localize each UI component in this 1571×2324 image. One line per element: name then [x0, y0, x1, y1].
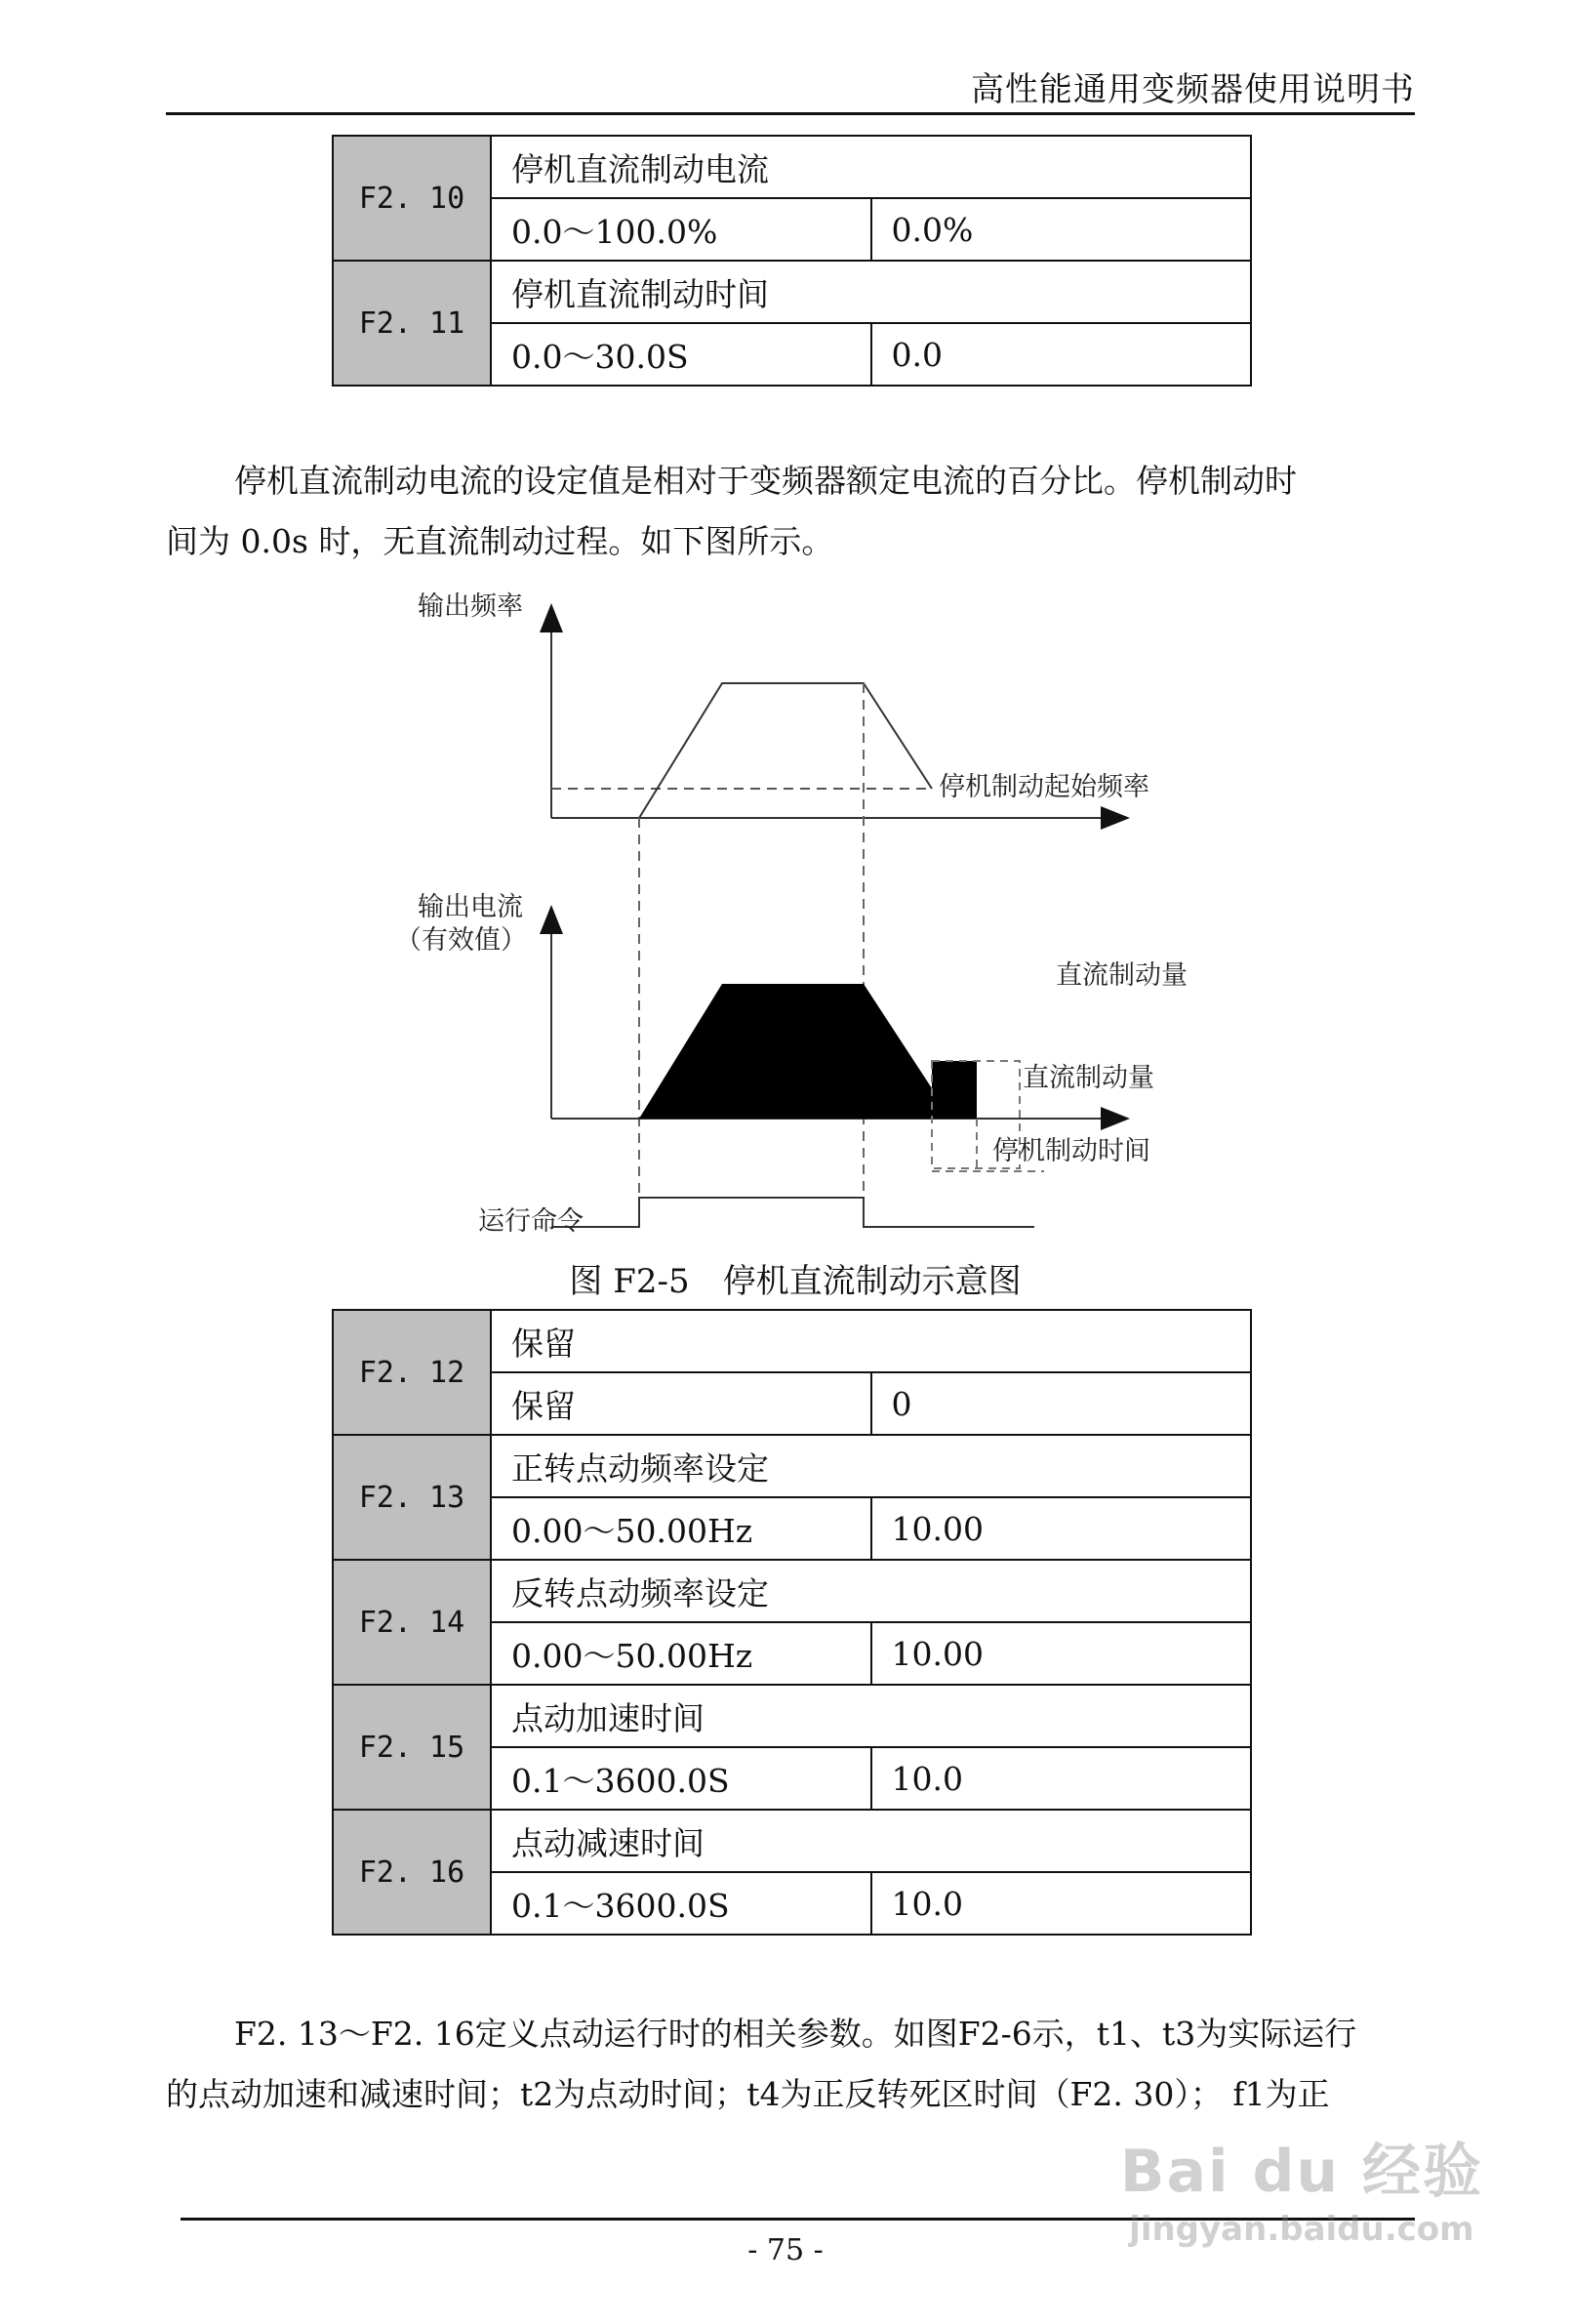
param-name: 反转点动频率设定 [491, 1560, 1251, 1622]
dc-brake-block [932, 1061, 977, 1119]
run-command-signal [551, 1198, 1034, 1227]
param-range: 0.1～3600.0S [491, 1872, 871, 1935]
param-code: F2. 11 [333, 261, 491, 386]
paragraph-1-line-1: 停机直流制动电流的设定值是相对于变频器额定电流的百分比。停机制动时 [234, 462, 1297, 500]
paragraph-2 [166, 2004, 1415, 2125]
param-name: 保留 [491, 1310, 1251, 1372]
label-rms: （有效值） [395, 925, 527, 956]
param-name: 停机直流制动时间 [491, 261, 1251, 323]
freq-x-arrow-icon [1101, 806, 1130, 830]
freq-curve [639, 683, 932, 818]
current-x-arrow-icon [1101, 1107, 1130, 1130]
param-name: 点动减速时间 [491, 1810, 1251, 1872]
watermark-logo: Bai du 经验 [1119, 2138, 1483, 2206]
param-name: 点动加速时间 [491, 1685, 1251, 1747]
header-title: 高性能通用变频器使用说明书 [971, 70, 1415, 109]
watermark-url: jingyan.baidu.com [1129, 2210, 1474, 2249]
param-range: 保留 [491, 1372, 871, 1435]
param-name: 停机直流制动电流 [491, 136, 1251, 198]
param-code: F2. 10 [333, 136, 491, 261]
label-run-command: 运行命令 [478, 1206, 584, 1237]
param-code: F2. 12 [333, 1310, 491, 1435]
label-stop-brake-start-freq: 停机制动起始频率 [939, 772, 1149, 802]
param-range: 0.00～50.00Hz [491, 1622, 871, 1685]
param-range: 0.0～100.0% [491, 198, 871, 261]
param-default: 0.0% [871, 198, 1252, 261]
param-default: 10.0 [871, 1872, 1252, 1935]
param-default: 10.00 [871, 1497, 1252, 1560]
label-dc-brake-amount: 直流制动量 [1023, 1063, 1154, 1093]
label-output-freq: 输出频率 [418, 591, 523, 622]
param-code: F2. 15 [333, 1685, 491, 1810]
param-range: 0.00～50.00Hz [491, 1497, 871, 1560]
label-dc-brake-amount-top: 直流制动量 [1056, 960, 1188, 991]
param-name: 正转点动频率设定 [491, 1435, 1251, 1497]
current-trapezoid [639, 984, 932, 1119]
param-default: 0 [871, 1372, 1252, 1435]
paragraph-2-line-2: 的点动加速和减速时间；t2为点动时间；t4为正反转死区时间（F2. 30）； f1为正 [166, 2075, 1330, 2113]
param-range: 0.1～3600.0S [491, 1747, 871, 1810]
param-default: 10.00 [871, 1622, 1252, 1685]
baidu-watermark [1119, 2138, 1483, 2249]
label-stop-brake-time: 停机制动时间 [992, 1136, 1150, 1166]
page-number: - 75 - [747, 2233, 824, 2267]
paragraph-1-line-2: 间为 0.0s 时，无直流制动过程。如下图所示。 [166, 522, 834, 560]
param-range: 0.0～30.0S [491, 323, 871, 386]
param-default: 0.0 [871, 323, 1252, 386]
param-code: F2. 16 [333, 1810, 491, 1935]
figure-caption: 图 F2-5 停机直流制动示意图 [569, 1262, 1022, 1301]
param-code: F2. 14 [333, 1560, 491, 1685]
param-default: 10.0 [871, 1747, 1252, 1810]
freq-y-arrow-icon [540, 603, 563, 632]
param-table-2 [332, 1309, 1252, 1936]
current-y-arrow-icon [540, 905, 563, 934]
paragraph-2-line-1: F2. 13～F2. 16定义点动运行时的相关参数。如图F2-6示，t1、t3为实际运行 [234, 2015, 1357, 2053]
param-code: F2. 13 [333, 1435, 491, 1560]
label-output-current: 输出电流 [418, 892, 523, 922]
